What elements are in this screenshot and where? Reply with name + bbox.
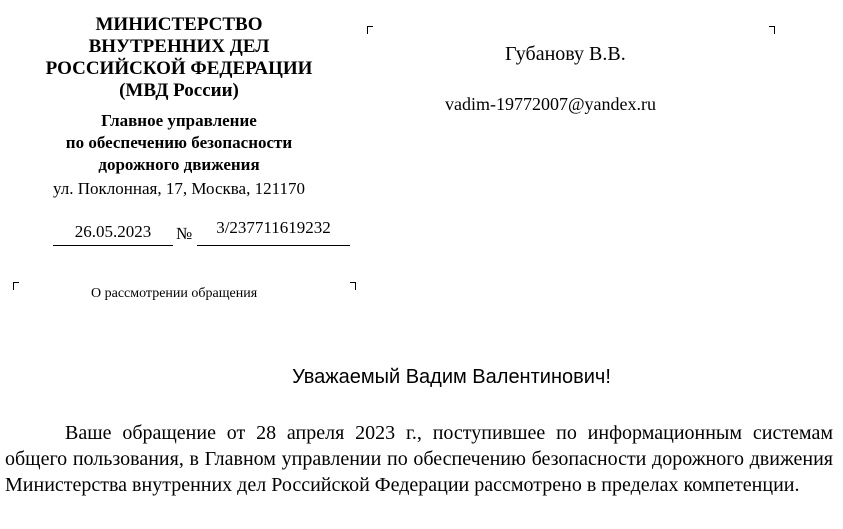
department-line: по обеспечению безопасности — [65, 133, 293, 152]
ministry-line: РОССИЙСКОЙ ФЕДЕРАЦИИ — [45, 58, 313, 79]
subject-bracket-right — [350, 282, 356, 290]
recipient-bracket-left — [367, 26, 373, 34]
letter-date: 26.05.2023 — [53, 222, 173, 246]
body-paragraph: Ваше обращение от 28 апреля 2023 г., поступившее по информационным системам общего пользования, в Главном управлении по обеспечению безопасности дорожного движения Министерства внутренних дел Российской Федерации рассмотрено в пределах компетенции. — [5, 422, 833, 496]
ministry-line: МИНИСТЕРСТВО — [95, 14, 263, 35]
number-label: № — [176, 224, 193, 243]
recipient-name: Губанову В.В. — [505, 43, 626, 65]
subject-line: О рассмотрении обращения — [91, 286, 258, 301]
ministry-line: ВНУТРЕННИХ ДЕЛ — [88, 36, 270, 57]
department-line: дорожного движения — [98, 155, 260, 174]
department-line: Главное управление — [101, 111, 257, 130]
department-address: ул. Поклонная, 17, Москва, 121170 — [53, 179, 305, 198]
recipient-bracket-right — [769, 26, 775, 34]
subject-bracket-left — [13, 282, 19, 290]
ministry-line: (МВД России) — [119, 80, 239, 101]
department-name — [0, 110, 358, 176]
recipient-email: vadim-19772007@yandex.ru — [445, 94, 657, 114]
letter-number: 3/237711619232 — [197, 218, 350, 246]
ministry-name — [0, 14, 358, 102]
greeting: Уважаемый Вадим Валентинович! — [292, 366, 611, 388]
